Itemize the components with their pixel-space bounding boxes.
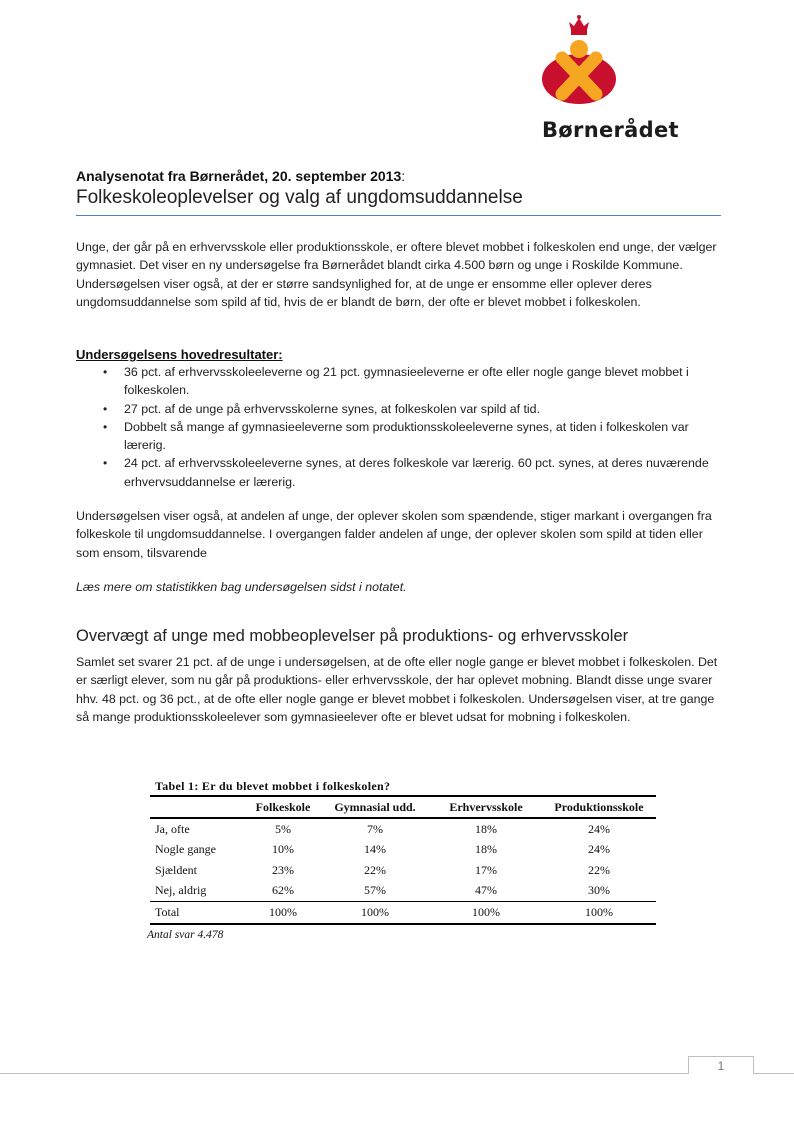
page-title: Folkeskoleoplevelser og valg af ungdomsuddannelse — [76, 187, 523, 208]
table-cell: 5% — [275, 821, 291, 836]
list-item: • 24 pct. af erhvervsskoleeleverne synes, at deres folkeskole var lærerig. 60 pct. synes, at deres nuværende erhvervsuddannelse er lærerig. — [103, 456, 709, 489]
transition-paragraph: Undersøgelsen viser også, at andelen af unge, der oplever skolen som spændende, stiger markant i overgangen fra folkeskole til ungdomsuddannelse. I overgangen falder andelen af unge, der oplever skolen som spild at tiden eller som ensom, tilsvarende — [76, 509, 712, 560]
table-cell: 17% — [475, 862, 497, 877]
table-cell: 18% — [475, 821, 497, 836]
logo-emblem-icon — [534, 14, 720, 118]
table-cell: 24% — [588, 842, 610, 857]
table-row — [150, 818, 656, 840]
table-cell: 30% — [588, 883, 610, 898]
bullying-table — [150, 779, 656, 925]
table-caption: Tabel 1: Er du blevet mobbet i folkeskolen? — [155, 779, 391, 793]
table-header-cell: Produktionsskole — [542, 796, 656, 818]
table-cell: 7% — [367, 821, 383, 836]
table-cell: 62% — [272, 883, 294, 898]
table-cell: 57% — [364, 883, 386, 898]
row-label: Sjældent — [155, 862, 198, 877]
results-list — [76, 363, 716, 491]
table-cell: 100% — [246, 902, 320, 924]
table-footnote: Antal svar 4.478 — [147, 929, 224, 941]
read-more-note: Læs mere om statistikken bag undersøgelsen sidst i notatet. — [76, 580, 407, 594]
footer-divider — [0, 1073, 794, 1074]
row-label: Nogle gange — [155, 842, 216, 857]
list-item: • 36 pct. af erhvervsskoleeleverne og 21 pct. gymnasieeleverne er ofte eller nogle gange blevet mobbet i folkeskolen. — [103, 365, 689, 398]
table-cell: 47% — [475, 883, 497, 898]
table-header-cell: Gymnasial udd. — [320, 796, 430, 818]
title-divider — [76, 215, 721, 216]
list-item: • Dobbelt så mange af gymnasieeleverne som produktionsskoleeleverne synes, at tiden i folkeskolen var lærerig. — [103, 419, 689, 453]
table-header-cell — [150, 796, 246, 818]
table-header-cell: Erhvervsskole — [430, 796, 542, 818]
table-cell: 22% — [588, 862, 610, 877]
table-row — [150, 840, 656, 861]
table-header-row — [150, 796, 656, 818]
row-label: Nej, aldrig — [155, 883, 207, 898]
table-cell: 23% — [272, 862, 294, 877]
table-cell: 100% — [542, 902, 656, 924]
section-heading: Overvægt af unge med mobbeoplevelser på produktions- og erhvervsskoler — [76, 627, 629, 645]
row-label: Ja, ofte — [155, 821, 190, 836]
table-cell: 100% — [320, 902, 430, 924]
table-total-row — [150, 902, 656, 924]
boerneraadet-logo — [534, 14, 720, 150]
table-cell: 24% — [588, 821, 610, 836]
row-label: Total — [150, 902, 246, 924]
list-item: • 27 pct. af de unge på erhvervsskolerne synes, at folkeskolen var spild af tid. — [103, 401, 541, 416]
table-row — [150, 881, 656, 902]
page-number: 1 — [717, 1059, 725, 1073]
table-cell: 14% — [364, 842, 386, 857]
table-cell: 22% — [364, 862, 386, 877]
table-header-cell: Folkeskole — [246, 796, 320, 818]
page-number-box — [688, 1056, 754, 1074]
section-paragraph: Samlet set svarer 21 pct. af de unge i undersøgelsen, at de ofte eller nogle gange er blevet mobbet i folkeskolen. Det er særligt elever, som nu går på produktions- eller erhvervsskole, der har oplevet mobning. Blandt disse unge svarer hhv. 48 pct. og 36 pct., at de ofte eller nogle gange er blevet mobbet i folkeskolen. Undersøgelsen viser, at tre gange så mange produktionsskoleelever som gymnasieelever ofte er blevet udsat for mobning i folkeskolen. — [76, 655, 718, 724]
note-subtitle: Analysenotat fra Børnerådet, 20. september 2013: — [76, 168, 406, 184]
table-cell: 18% — [475, 842, 497, 857]
intro-paragraph: Unge, der går på en erhvervsskole eller produktionsskole, er oftere blevet mobbet i folkeskolen end unge, der vælger gymnasiet. Det viser en ny undersøgelse fra Børnerådet blandt cirka 4.500 børn og unge i Roskilde Kommune. Undersøgelsen viser også, at der er større sandsynlighed for, at de unge er ensomme eller oplever deres ungdomsuddannelse som spild af tid, hvis de er blandt de børn, der ofte er blevet mobbet i folkeskolen. — [76, 240, 717, 309]
results-heading: Undersøgelsens hovedresultater: — [76, 347, 283, 362]
table-row — [150, 860, 656, 881]
table-cell: 100% — [430, 902, 542, 924]
table-cell: 10% — [272, 842, 294, 857]
logo-wordmark: Børnerådet — [542, 118, 679, 142]
